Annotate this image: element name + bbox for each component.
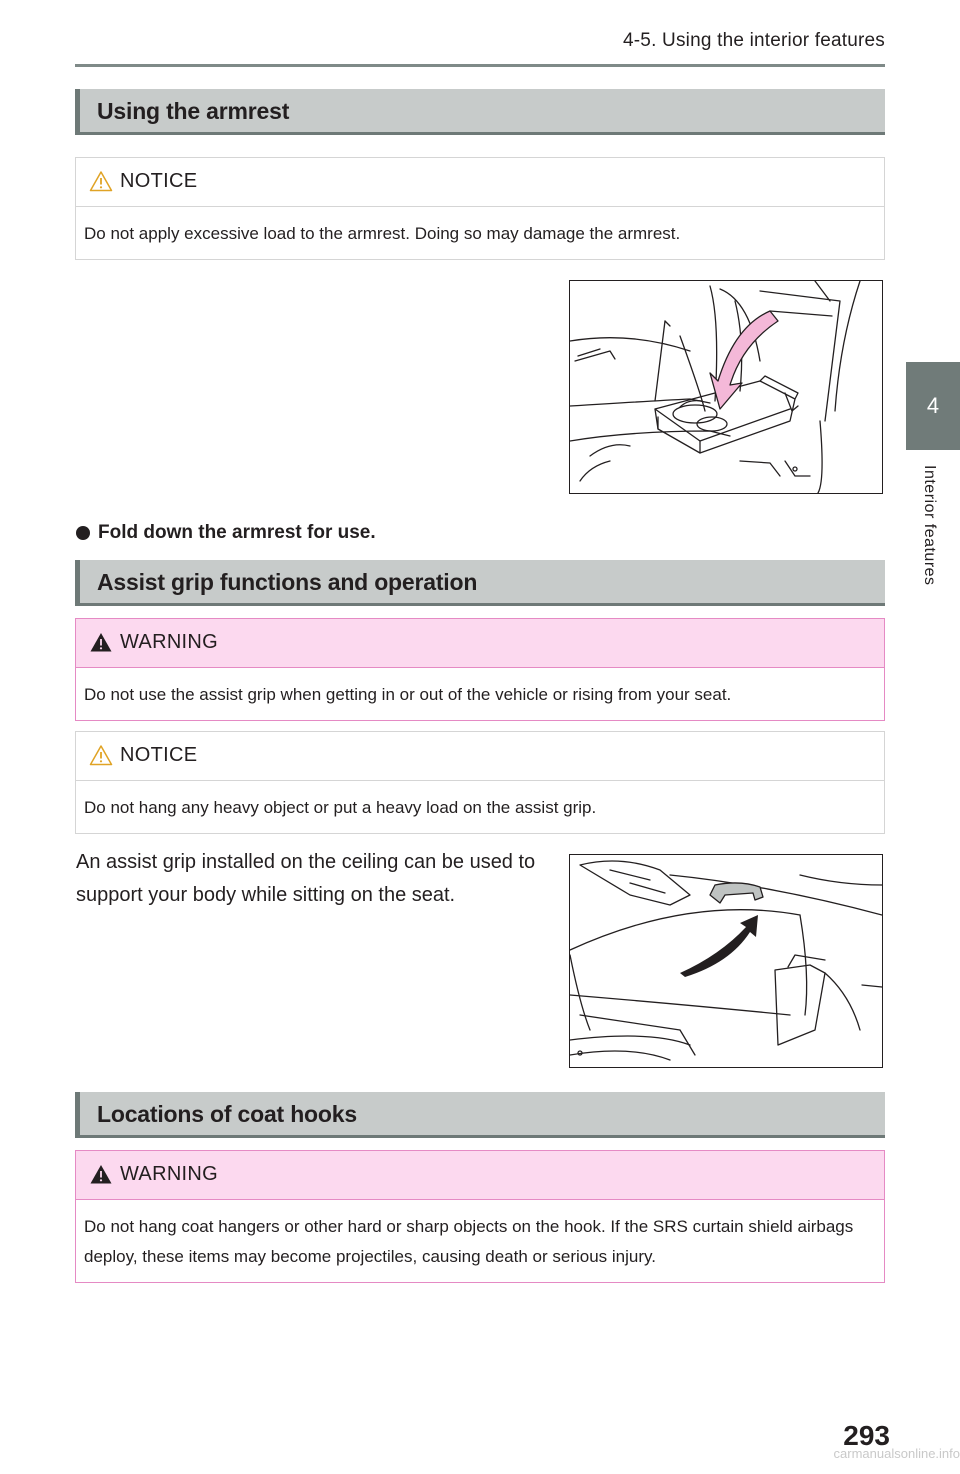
assist-grip-description: An assist grip installed on the ceiling can be used to support your body while sitting on the seat. [76,851,536,906]
header-rule [75,64,885,67]
notice-text: Do not hang any heavy object or put a heavy load on the assist grip. [84,798,597,817]
notice-box-assist-grip [75,731,885,834]
section-title: Assist grip functions and operation [97,569,478,595]
section-title: Using the armrest [97,98,290,124]
warning-text: Do not hang coat hangers or other hard or sharp objects on the hook. If the SRS curtain shield airbags deploy, these items may become projectiles, causing death or serious injury. [76,1200,884,1282]
armrest-drawing [570,281,882,493]
bullet-item [76,522,376,544]
notice-text: Do not apply excessive load to the armrest. Doing so may damage the armrest. [84,224,681,243]
section-title: Locations of coat hooks [97,1101,357,1127]
warning-label: WARNING [120,1163,219,1185]
warning-box-assist-grip [75,618,885,721]
notice-box-armrest [75,157,885,260]
bullet-icon [76,526,90,540]
section-heading-armrest [75,89,885,135]
section-heading-coat-hooks [75,1092,885,1138]
warning-text: Do not use the assist grip when getting in or out of the vehicle or rising from your seat. [76,668,884,720]
warning-triangle-icon [89,631,113,653]
notice-label: NOTICE [120,744,198,766]
warning-label: WARNING [120,631,219,653]
notice-header [76,158,884,207]
assist-grip-drawing [570,855,882,1067]
caution-triangle-icon [89,744,113,766]
chapter-label: Interior features [921,465,938,586]
warning-header [76,1151,884,1200]
assist-grip-illustration [569,854,883,1068]
chapter-tab[interactable]: 4 [906,362,960,450]
page-number: 293 [843,1420,890,1451]
warning-triangle-icon [89,1163,113,1185]
warning-box-coat-hooks [75,1150,885,1283]
notice-header [76,732,884,781]
running-head: 4-5. Using the interior features [623,30,885,51]
armrest-illustration [569,280,883,494]
bullet-text: Fold down the armrest for use. [98,522,376,543]
watermark: carmanualsonline.info [833,1446,960,1461]
notice-label: NOTICE [120,170,198,192]
caution-triangle-icon [89,170,113,192]
warning-header [76,619,884,668]
section-heading-assist-grip [75,560,885,606]
